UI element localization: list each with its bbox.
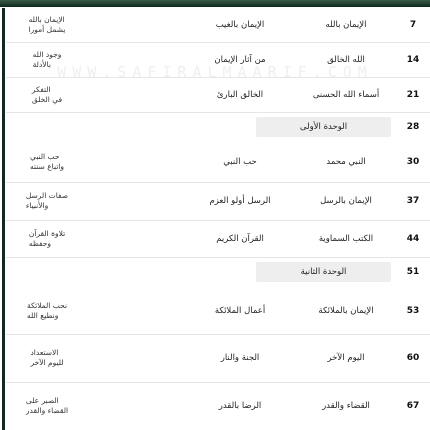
row-lesson: الرسل أولو العزم [209, 196, 271, 206]
row-topic: الكتب السماوية [318, 233, 374, 244]
row-topic: الإيمان بالملائكة [318, 305, 374, 316]
row-page: 44 [406, 233, 420, 244]
table-row [6, 42, 430, 78]
unit-label: الوحدة الثانية [256, 262, 391, 282]
table-row [6, 334, 430, 383]
row-topic: النبي محمد [326, 157, 366, 167]
row-page: 21 [406, 89, 420, 100]
table-row [6, 182, 430, 221]
row-note: وجود الله بالأدلة [32, 49, 62, 69]
row-lesson: من آثار الإيمان [214, 54, 266, 65]
row-topic: القضاء والقدر [322, 401, 370, 411]
unit-row [6, 257, 430, 287]
table-row [6, 142, 430, 183]
unit-page: 51 [406, 267, 420, 277]
watermark: WWW.SAFIRALMAARIF.COM [57, 63, 373, 81]
row-lesson: القرآن الكريم [216, 233, 264, 244]
table-row [6, 287, 430, 335]
row-lesson: الرضا بالقدر [218, 401, 262, 411]
row-page: 7 [409, 19, 417, 30]
table-row [6, 382, 430, 430]
unit-label: الوحدة الأولى [256, 117, 391, 137]
row-note: الإيمان بالله يشمل أمورا [28, 14, 66, 34]
row-lesson: أعمال الملائكة [214, 305, 266, 316]
row-note: حب النبي واتباع سنته [29, 152, 65, 171]
row-topic: اليوم الآخر [327, 353, 365, 363]
row-note: الاستعداد لليوم الآخر [30, 348, 64, 367]
row-topic: الإيمان بالله [325, 19, 367, 30]
row-topic: الله الخالق [327, 54, 365, 65]
row-note: الصبر على القضاء والقدر [25, 396, 69, 415]
table-row [6, 7, 430, 43]
unit-row [6, 112, 430, 142]
row-note: تلاوة القرآن وحفظه [28, 228, 66, 248]
row-page: 67 [406, 401, 420, 411]
row-note: نحب الملائكة ونطيع الله [26, 300, 68, 320]
left-border [2, 8, 5, 430]
row-lesson: الإيمان بالغيب [215, 19, 265, 30]
top-bar [0, 0, 430, 7]
row-lesson: حب النبي [223, 157, 257, 167]
row-topic: الإيمان بالرسل [320, 196, 372, 206]
row-topic: أسماء الله الحسنى [312, 89, 380, 100]
row-note: صفات الرسل والأنبياء [25, 191, 69, 210]
contents-table [6, 7, 430, 430]
row-page: 30 [406, 157, 420, 167]
row-page: 60 [406, 353, 420, 363]
row-note: التفكر في الخلق [31, 84, 63, 104]
table-row [6, 77, 430, 113]
row-lesson: الجنة والنار [220, 353, 260, 363]
table-row [6, 220, 430, 258]
row-lesson: الخالق البارئ [216, 89, 264, 100]
row-page: 14 [406, 54, 420, 65]
row-page: 53 [406, 305, 420, 316]
unit-page: 28 [406, 122, 420, 132]
row-page: 37 [406, 196, 420, 206]
